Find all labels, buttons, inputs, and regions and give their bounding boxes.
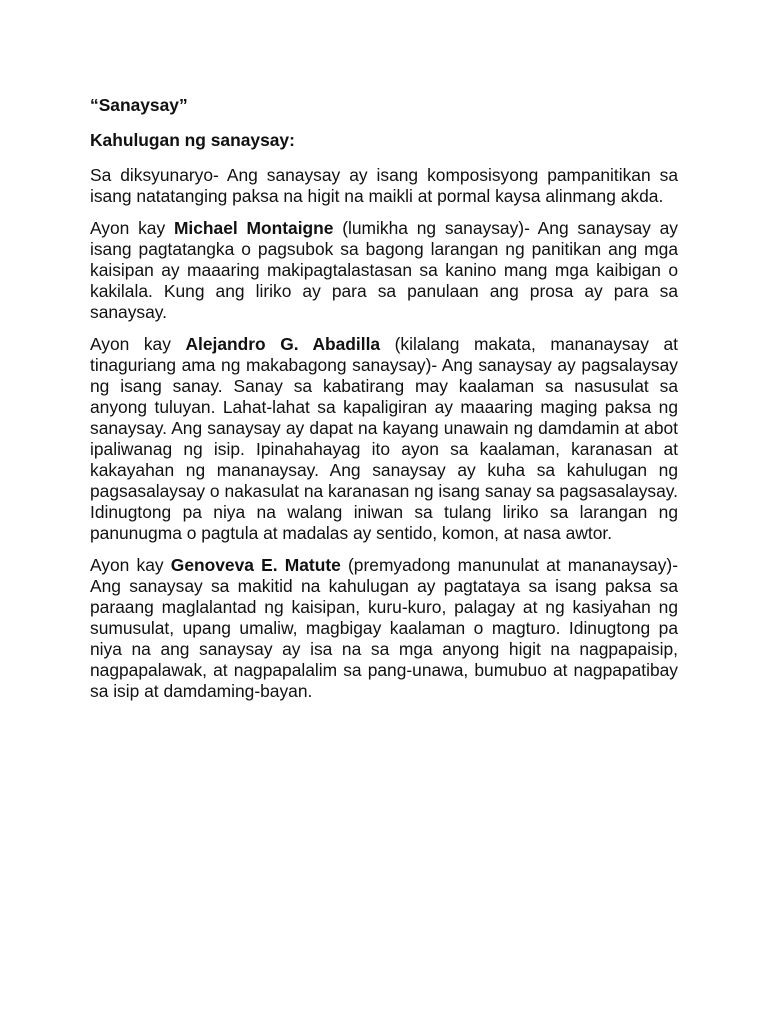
- paragraph-montaigne: [90, 218, 678, 323]
- author-name: Michael Montaigne: [173, 218, 334, 238]
- paragraph-dictionary-definition: [90, 165, 678, 207]
- paragraph-lead: Ayon kay: [90, 218, 174, 238]
- paragraph-lead: Ayon kay: [90, 334, 186, 354]
- author-name: Alejandro G. Abadilla: [185, 334, 381, 354]
- paragraph-matute: [90, 555, 678, 702]
- paragraph-text: Sa diksyunaryo- Ang sanaysay ay isang komposisyong pampanitikan sa isang natatanging paksa na higit na maikli at pormal kaysa alinmang akda.: [90, 165, 678, 206]
- document-page: [90, 95, 678, 713]
- paragraph-abadilla: [90, 334, 678, 544]
- paragraph-text: (lumikha ng sanaysay)- Ang sanaysay ay isang pagtatangka o pagsubok sa bagong larangan ng panitikan ang mga kaisipan ay maaaring makipagtalastasan sa kanino mang mga kaibigan o kakilala. Kung ang liriko ay para sa panulaan ang prosa ay para sa sanaysay.: [90, 218, 678, 322]
- document-title: “Sanaysay”: [90, 95, 188, 115]
- paragraph-lead: Ayon kay: [90, 555, 171, 575]
- author-name: Genoveva E. Matute: [170, 555, 341, 575]
- paragraph-text: (kilalang makata, mananaysay at tinaguriang ama ng makabagong sanaysay)- Ang sanaysay ay pagsalaysay ng isang sanay. Sanay sa kabatirang may kaalaman sa nasusulat sa anyong tuluyan. Lahat-lahat sa kapaligiran ay maaaring maging paksa ng sanaysay. Ang sanaysay ay dapat na kayang unawain ng damdamin at abot ipaliwanag ng isip. Ipinahahayag ito ayon sa kaalaman, karanasan at kakayahan ng mananaysay. Ang sanaysay ay kuha sa kahulugan ng pagsasalaysay o nakasulat na karanasan ng isang sanay sa pagsasalaysay. Idinugtong pa niya na walang iniwan sa tulang liriko sa larangan ng panunugma o pagtula at madalas ay sentido, komon, at nasa awtor.: [90, 334, 678, 543]
- section-heading: Kahulugan ng sanaysay:: [90, 130, 295, 150]
- paragraph-text: (premyadong manunulat at mananaysay)- Ang sanaysay sa makitid na kahulugan ay pagtataya sa isang paksa sa paraang maglalantad ng kaisipan, kuru-kuro, palagay at ng kasiyahan ng sumusulat, upang umaliw, magbigay kaalaman o magturo. Idinugtong pa niya na ang sanaysay ay isa na sa mga anyong higit na nagpapaisip, nagpapalawak, at nagpapalalim sa pang-unawa, bumubuo at nagpapatibay sa isip at damdaming-bayan.: [90, 555, 678, 701]
